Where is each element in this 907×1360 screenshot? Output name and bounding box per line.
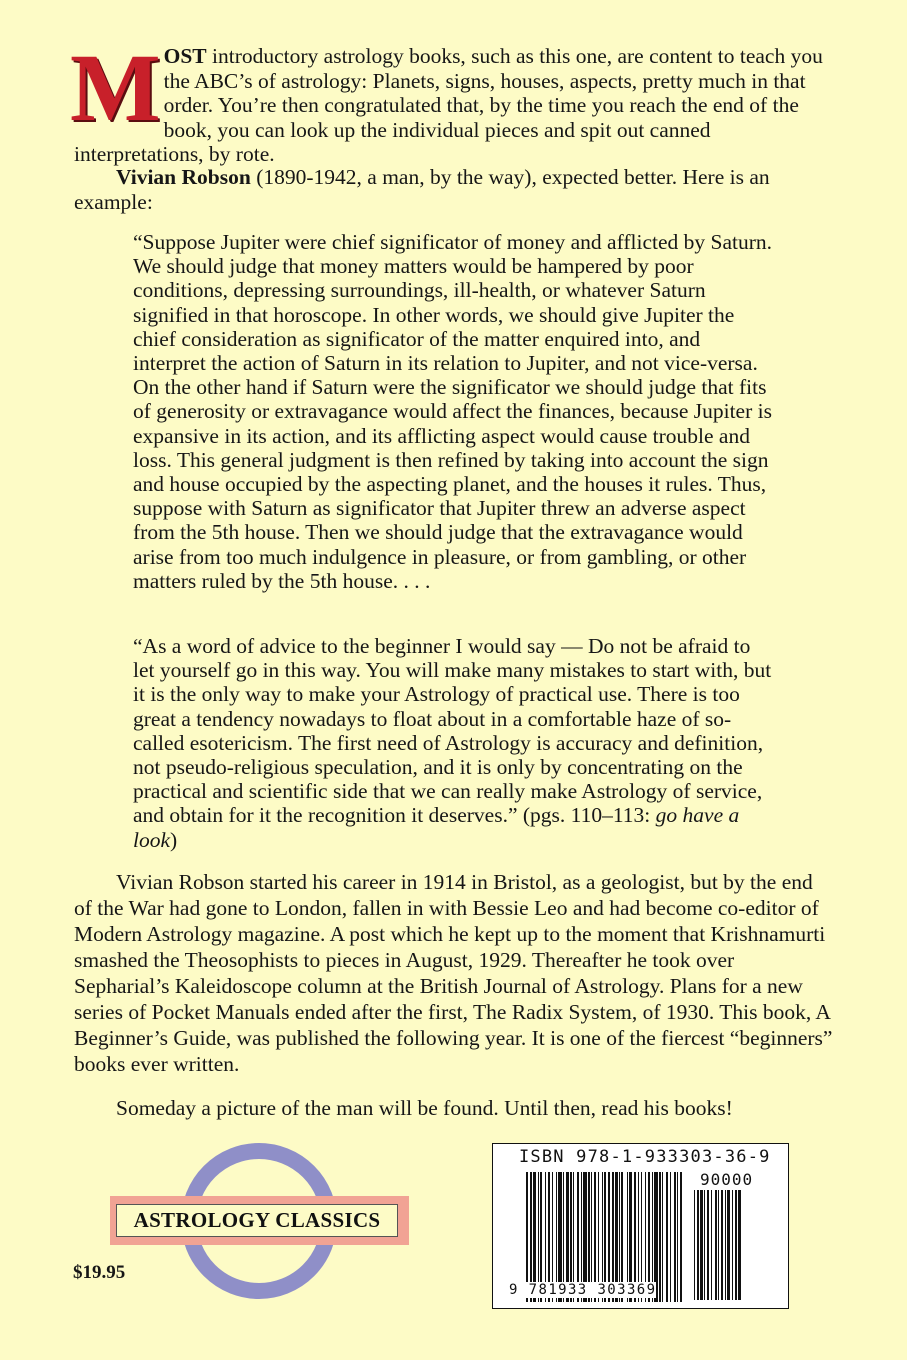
- barcode-bar: [707, 1190, 709, 1300]
- barcode-bar: [715, 1190, 717, 1300]
- price: $19.95: [73, 1262, 126, 1283]
- addon-number: 90000: [700, 1170, 754, 1189]
- barcode-bar: [727, 1190, 730, 1300]
- quote-block-1: “Suppose Jupiter were chief significator of money and afflicted by Saturn. We should judge that money matters would be hampered by poor conditions, depressing surroundings, ill-health, or whatever Saturn signified in that horoscope. In other words, we should give Jupiter the chief consideration as significator of the matter enquired into, and interpret the action of Saturn in its relation to Jupiter, and not vice-versa. On the other hand if Saturn were the significator we should judge that fits of generosity or extravagance would affect the finances, because Jupiter is expansive in its action, and its afflicting aspect would cause trouble and loss. This general judgment is then refined by taking into account the sign and house occupied by the aspecting planet, and the houses it rules. Thus, suppose with Saturn as significator that Jupiter threw an adverse aspect from the 5th house. Then we should judge that the extravagance would arise from too much indulgence in pleasure, or from gambling, or other matters ruled by the 5th house. . . .: [133, 230, 773, 593]
- biography-paragraph: Vivian Robson started his career in 1914 in Bristol, as a geologist, but by the end of the War had gone to London, fallen in with Bessie Leo and had become co-editor of Modern Astrology magazine. A post which he kept up to the moment that Krishnamurti smashed the Theosophists to pieces in August, 1929. Thereafter he took over Sepharial’s Kaleidoscope column at the British Journal of Astrology. Plans for a new series of Pocket Manuals ended after the first, The Radix System, of 1930. This book, A Beginner’s Guide, was published the following year. It is one of the fiercest “beginners” books ever written.: [74, 870, 833, 1076]
- barcode-bar: [732, 1190, 733, 1300]
- barcode-bar: [662, 1172, 663, 1302]
- robson-text: (1890-1942, a man, by the way), expected better. Here is an example:: [74, 165, 770, 214]
- ean-number: 9 781933 303369: [509, 1282, 657, 1298]
- barcode-bar: [725, 1190, 726, 1300]
- barcode-bar: [694, 1190, 695, 1300]
- barcode-bar: [674, 1172, 676, 1302]
- barcode-bar: [659, 1172, 661, 1302]
- intro-lead-word: OST: [163, 44, 207, 68]
- barcode-bar: [711, 1190, 712, 1300]
- barcode-bar: [721, 1190, 723, 1300]
- publisher-logo-text: ASTROLOGY CLASSICS: [116, 1204, 398, 1237]
- barcode-bar: [735, 1190, 737, 1300]
- barcode-bar: [680, 1172, 682, 1302]
- quote-2-text: “As a word of advice to the beginner I would say — Do not be afraid to let yourself go in this way. You will make many mistakes to start with, but it is the only way to make your Astrology of practical use. There is too great a tendency nowadays to float about in a comfortable haze of so-called esotericism. The first need of Astrology is accuracy and definition, not pseudo-religious speculation, and it is only by concentrating on the practical and scientific side that we can really make Astrology of service, and obtain for it the recognition it deserves.” (pgs. 110–113:: [133, 634, 772, 828]
- barcode-bar: [738, 1190, 741, 1300]
- drop-cap: M: [70, 34, 161, 141]
- barcode-bar: [697, 1190, 699, 1300]
- author-name: Vivian Robson: [116, 165, 251, 189]
- barcode-bar: [718, 1190, 719, 1300]
- intro-text: introductory astrology books, such as this one, are content to teach you the ABC’s of astrology: Planets, signs, houses, aspects, pretty much in that order. You’re then congratulated that, by the time you reach the end of the book, you can look up the individual pieces and spit out canned interpretations, by rote.: [74, 44, 823, 166]
- isbn-label: ISBN 978-1-933303-36-9: [519, 1147, 771, 1167]
- barcode-bar: [700, 1190, 703, 1300]
- barcode-bar: [704, 1190, 705, 1300]
- barcode-bar: [677, 1172, 678, 1302]
- barcode-bar: [670, 1172, 671, 1302]
- closing-paragraph: Someday a picture of the man will be found. Until then, read his books!: [116, 1096, 733, 1120]
- quote-2-italic: go have a look: [133, 803, 740, 852]
- quote-2-close: ): [170, 827, 178, 852]
- barcode-bar: [666, 1172, 668, 1302]
